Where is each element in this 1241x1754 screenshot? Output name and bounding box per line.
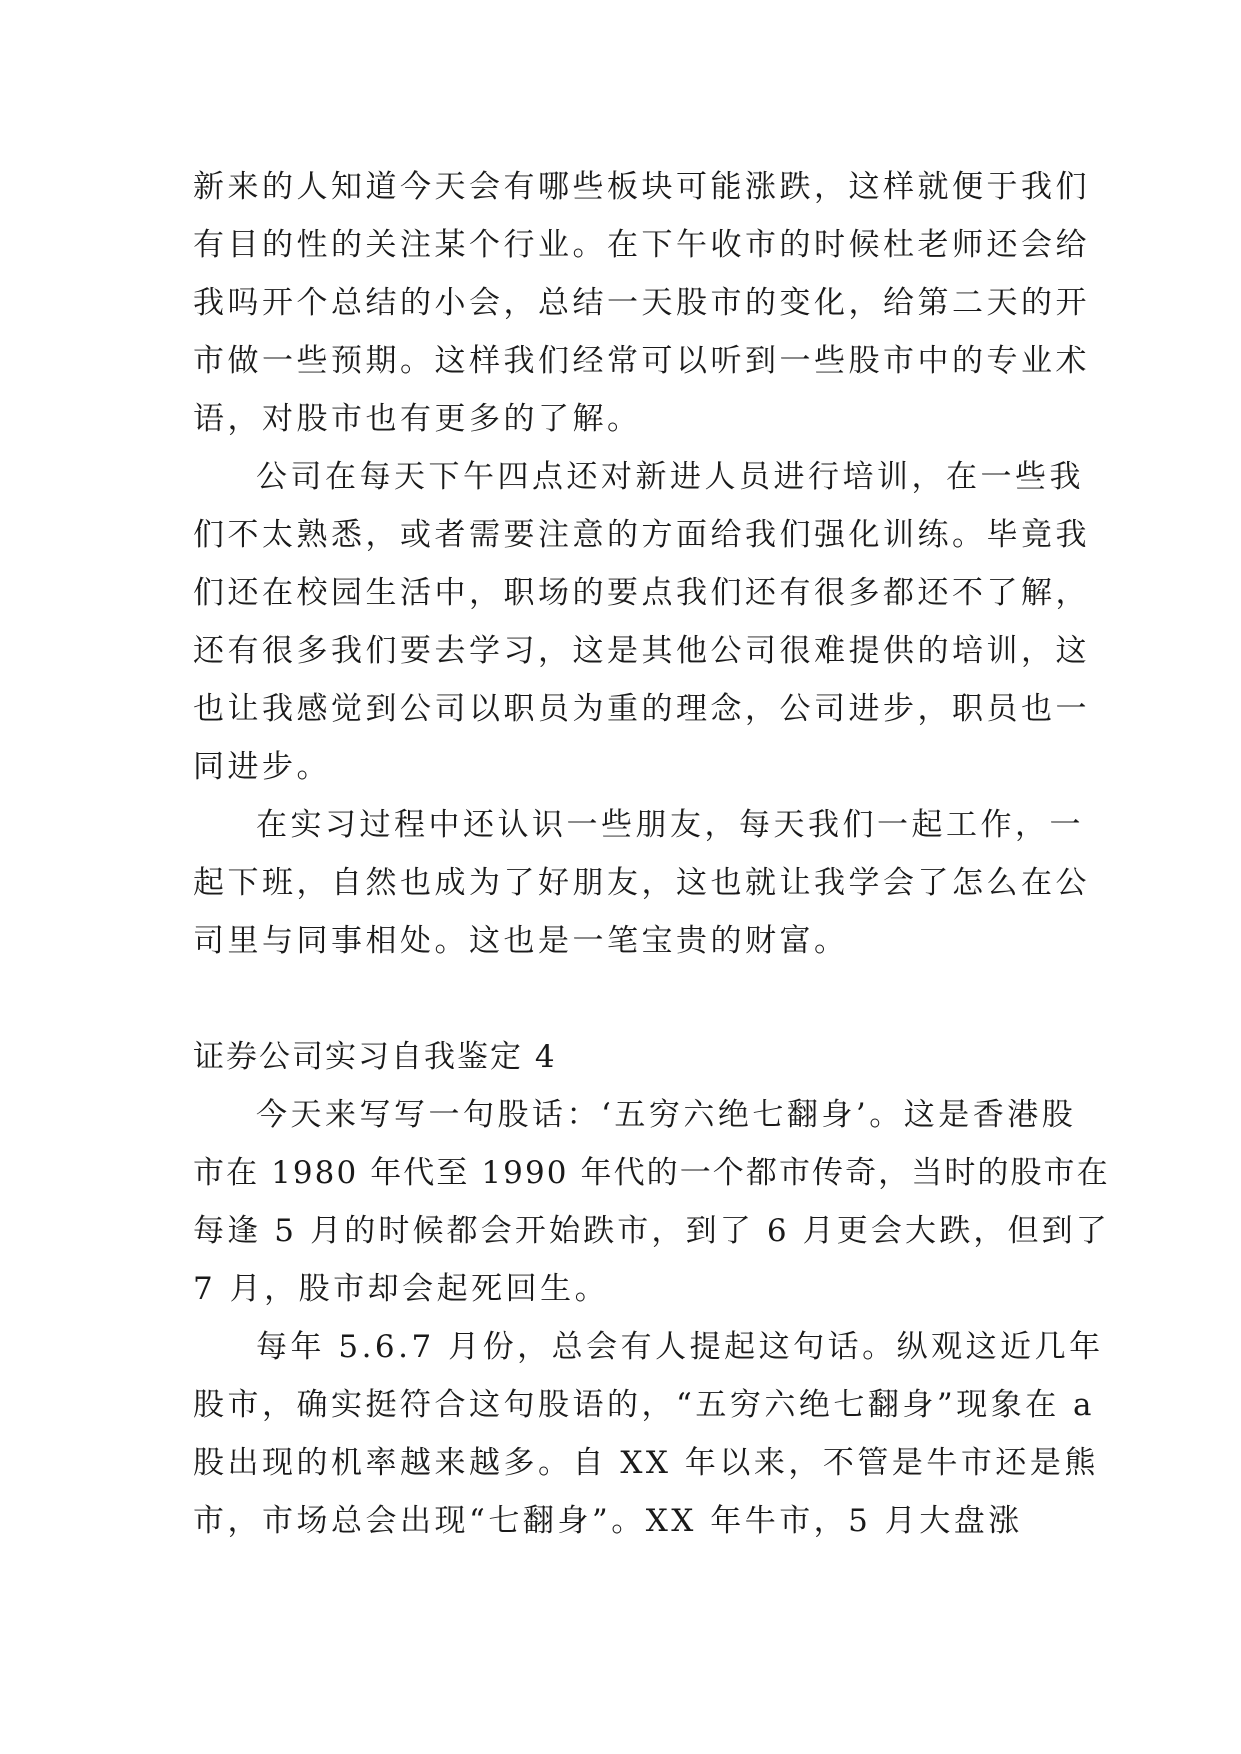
paragraph-1-line-5: 语，对股市也有更多的了解。 — [193, 401, 642, 437]
paragraph-2-line-1: 公司在每天下午四点还对新进人员进行培训，在一些我 — [256, 459, 1084, 495]
paragraph-1-line-1: 新来的人知道今天会有哪些板块可能涨跌，这样就便于我们 — [193, 169, 1090, 205]
paragraph-3-line-1: 在实习过程中还认识一些朋友，每天我们一起工作，一 — [256, 807, 1084, 843]
paragraph-1-line-4: 市做一些预期。这样我们经常可以听到一些股市中的专业术 — [193, 343, 1090, 379]
section-paragraph-1-line-1: 今天来写写一句股话：‘五穷六绝七翻身’。这是香港股 — [256, 1097, 1077, 1133]
paragraph-2-line-4: 还有很多我们要去学习，这是其他公司很难提供的培训，这 — [193, 633, 1090, 669]
paragraph-2-line-2: 们不太熟悉，或者需要注意的方面给我们强化训练。毕竟我 — [193, 517, 1090, 553]
paragraph-2-line-6: 同进步。 — [193, 749, 331, 785]
section-paragraph-1-line-2: 市在 1980 年代至 1990 年代的一个都市传奇，当时的股市在 — [193, 1155, 1110, 1191]
section-paragraph-1-line-3: 每逢 5 月的时候都会开始跌市，到了 6 月更会大跌，但到了 — [193, 1213, 1110, 1249]
section-paragraph-2-line-4: 市，市场总会出现“七翻身”。XX 年牛市，5 月大盘涨 — [193, 1503, 1023, 1539]
section-paragraph-2-line-2: 股市，确实挺符合这句股语的，“五穷六绝七翻身”现象在 a — [193, 1387, 1096, 1423]
paragraph-2-line-3: 们还在校园生活中，职场的要点我们还有很多都还不了解， — [193, 575, 1090, 611]
paragraph-3-line-2: 起下班，自然也成为了好朋友，这也就让我学会了怎么在公 — [193, 865, 1090, 901]
section-paragraph-1-line-4: 7 月，股市却会起死回生。 — [193, 1271, 610, 1307]
paragraph-1-line-3: 我吗开个总结的小会，总结一天股市的变化，给第二天的开 — [193, 285, 1090, 321]
paragraph-1-line-2: 有目的性的关注某个行业。在下午收市的时候杜老师还会给 — [193, 227, 1090, 263]
section-title: 证券公司实习自我鉴定 4 — [193, 1039, 557, 1075]
section-paragraph-2-line-3: 股出现的机率越来越多。自 XX 年以来，不管是牛市还是熊 — [193, 1445, 1099, 1481]
section-paragraph-2-line-1: 每年 5.6.7 月份，总会有人提起这句话。纵观这近几年 — [256, 1329, 1104, 1365]
paragraph-3-line-3: 司里与同事相处。这也是一笔宝贵的财富。 — [193, 923, 849, 959]
paragraph-2-line-5: 也让我感觉到公司以职员为重的理念，公司进步，职员也一 — [193, 691, 1090, 727]
